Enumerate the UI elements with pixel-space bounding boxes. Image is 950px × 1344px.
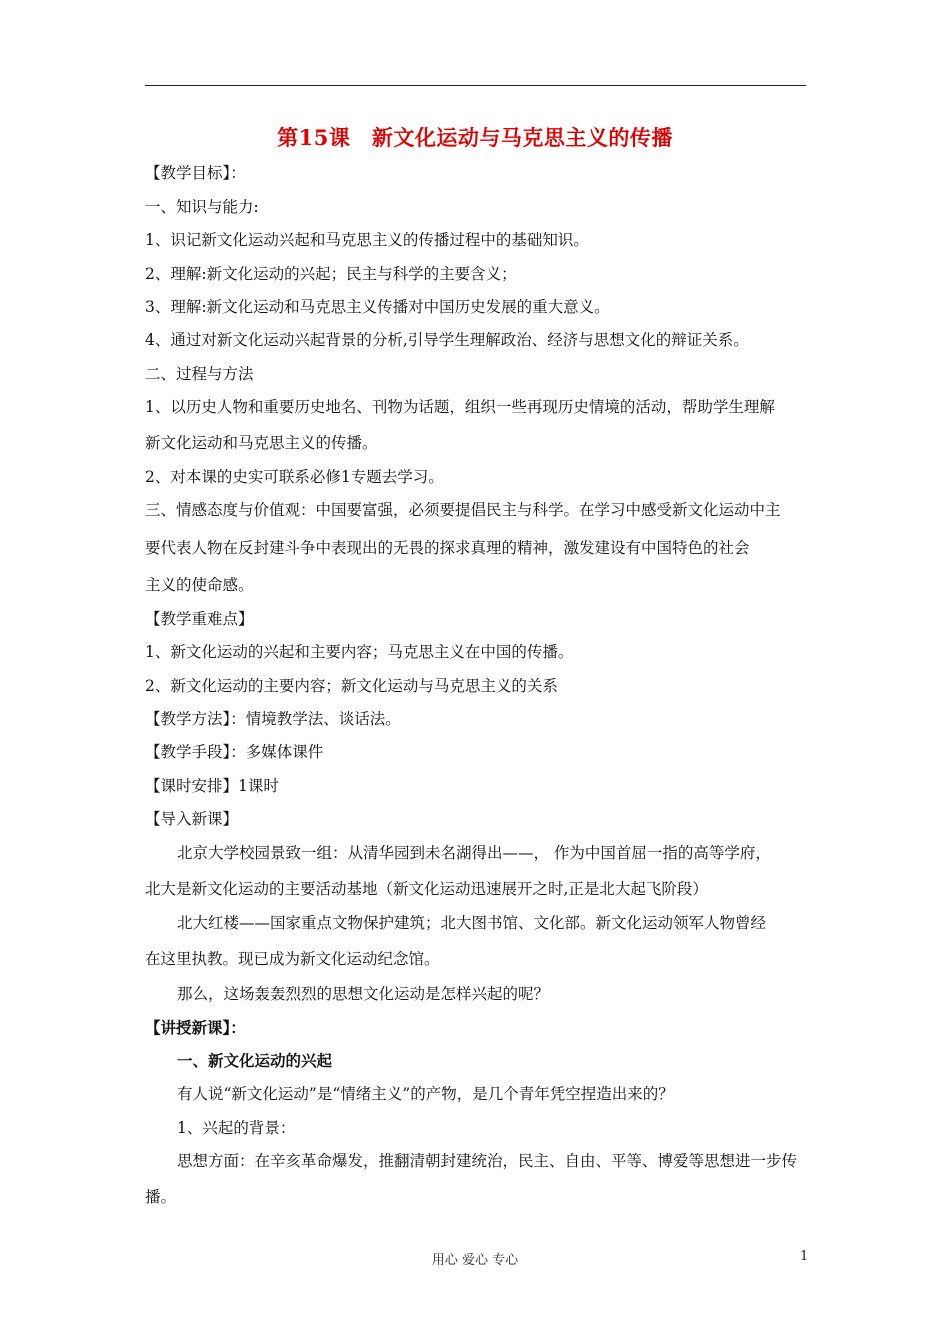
section-heading: 【教学手段】：多媒体课件 — [145, 743, 324, 761]
text-line: 1、新文化运动的兴起和主要内容；马克思主义在中国的传播。 — [145, 643, 574, 661]
section-heading: 【教学目标】： — [145, 164, 246, 182]
lesson-title: 第15课 新文化运动与马克思主义的传播 — [277, 125, 673, 150]
paragraph-line: 那么，这场轰轰烈烈的思想文化运动是怎样兴起的呢？ — [177, 985, 550, 1003]
section-heading-bold: 【讲授新课】： — [145, 1018, 246, 1037]
text-line: 要代表人物在反封建斗争中表现出的无畏的探求真理的精神，激发建设有中国特色的社会 — [145, 539, 750, 557]
section-heading: 【教学重难点】 — [145, 610, 254, 628]
paragraph-line: 1、兴起的背景： — [177, 1119, 296, 1137]
text-line: 主义的使命感。 — [145, 576, 254, 594]
paragraph-line: 有人说“新文化运动”是“情绪主义”的产物，是几个青年凭空捏造出来的？ — [177, 1085, 674, 1103]
header-rule — [145, 85, 806, 86]
text-line: 播。 — [145, 1188, 177, 1206]
footer-slogan: 用心 爱心 专心 — [431, 1253, 519, 1268]
text-line: 一、知识与能力: — [145, 198, 259, 216]
text-line: 2、对本课的史实可联系必修1专题去学习。 — [145, 468, 444, 486]
text-line: 1、识记新文化运动兴起和马克思主义的传播过程中的基础知识。 — [145, 231, 589, 249]
section-heading: 【教学方法】：情境教学法、谈话法。 — [145, 710, 401, 728]
text-line: 1、以历史人物和重要历史地名、刊物为话题，组织一些再现历史情境的活动，帮助学生理解 — [145, 398, 775, 416]
page-number: 1 — [800, 1249, 809, 1264]
text-line: 新文化运动和马克思主义的传播。 — [145, 434, 378, 452]
text-line: 三、情感态度与价值观：中国要富强，必须要提倡民主与科学。在学习中感受新文化运动中主 — [145, 501, 781, 519]
text-line: 北大是新文化运动的主要活动基地（新文化运动迅速展开之时,正是北大起飞阶段） — [145, 880, 708, 898]
text-line: 2、新文化运动的主要内容；新文化运动与马克思主义的关系 — [145, 677, 558, 695]
text-line: 在这里执教。现已成为新文化运动纪念馆。 — [145, 950, 440, 968]
text-line: 二、过程与方法 — [145, 365, 254, 383]
paragraph-line: 北京大学校园景致一组：从清华园到未名湖得出——， 作为中国首屈一指的高等学府， — [177, 844, 771, 862]
subsection-heading: 一、新文化运动的兴起 — [177, 1051, 333, 1070]
section-heading: 【导入新课】 — [145, 810, 239, 828]
paragraph-line: 北大红楼——国家重点文物保护建筑；北大图书馆、文化部。新文化运动领军人物曾经 — [177, 914, 767, 932]
text-line: 2、理解:新文化运动的兴起；民主与科学的主要含义； — [145, 265, 517, 283]
text-line: 4、通过对新文化运动兴起背景的分析,引导学生理解政治、经济与思想文化的辩证关系。 — [145, 331, 749, 349]
paragraph-line: 思想方面：在辛亥革命爆发，推翻清朝封建统治，民主、自由、平等、博爱等思想进一步传 — [177, 1152, 798, 1170]
text-line: 3、理解:新文化运动和马克思主义传播对中国历史发展的重大意义。 — [145, 298, 610, 316]
section-heading: 【课时安排】1课时 — [145, 777, 279, 795]
